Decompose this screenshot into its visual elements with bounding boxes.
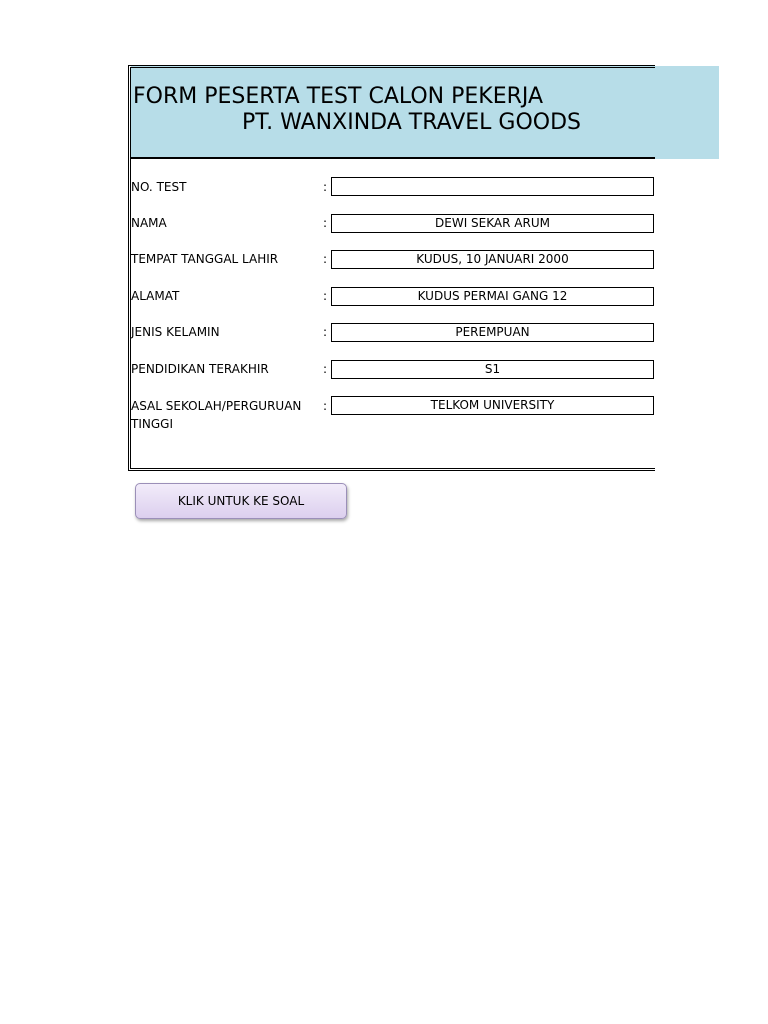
company-name: PT. WANXINDA TRAVEL GOODS [242,110,582,135]
form-title: FORM PESERTA TEST CALON PEKERJA [133,84,544,109]
go-to-questions-button[interactable]: KLIK UNTUK KE SOAL [135,483,347,519]
no-test-colon: : [323,180,328,194]
no-test-field[interactable] [331,177,654,196]
asal-sekolah-field[interactable]: TELKOM UNIVERSITY [331,396,654,415]
pendidikan-label: PENDIDIKAN TERAKHIR [131,362,269,376]
alamat-field[interactable]: KUDUS PERMAI GANG 12 [331,287,654,306]
pendidikan-colon: : [323,362,328,376]
nama-colon: : [323,216,328,230]
ttl-field[interactable]: KUDUS, 10 JANUARI 2000 [331,250,654,269]
pendidikan-field[interactable]: S1 [331,360,654,379]
nama-field[interactable]: DEWI SEKAR ARUM [331,214,654,233]
ttl-colon: : [323,252,328,266]
alamat-colon: : [323,289,328,303]
no-test-label: NO. TEST [131,180,187,194]
header-divider [131,157,655,159]
jenis-kelamin-field[interactable]: PEREMPUAN [331,323,654,342]
asal-sekolah-label: ASAL SEKOLAH/PERGURUAN TINGGI [131,399,302,431]
jenis-kelamin-colon: : [323,325,328,339]
ttl-label: TEMPAT TANGGAL LAHIR [131,252,279,266]
alamat-label: ALAMAT [131,289,180,303]
jenis-kelamin-label: JENIS KELAMIN [131,325,220,339]
nama-label: NAMA [131,216,167,230]
asal-sekolah-colon: : [323,399,328,413]
